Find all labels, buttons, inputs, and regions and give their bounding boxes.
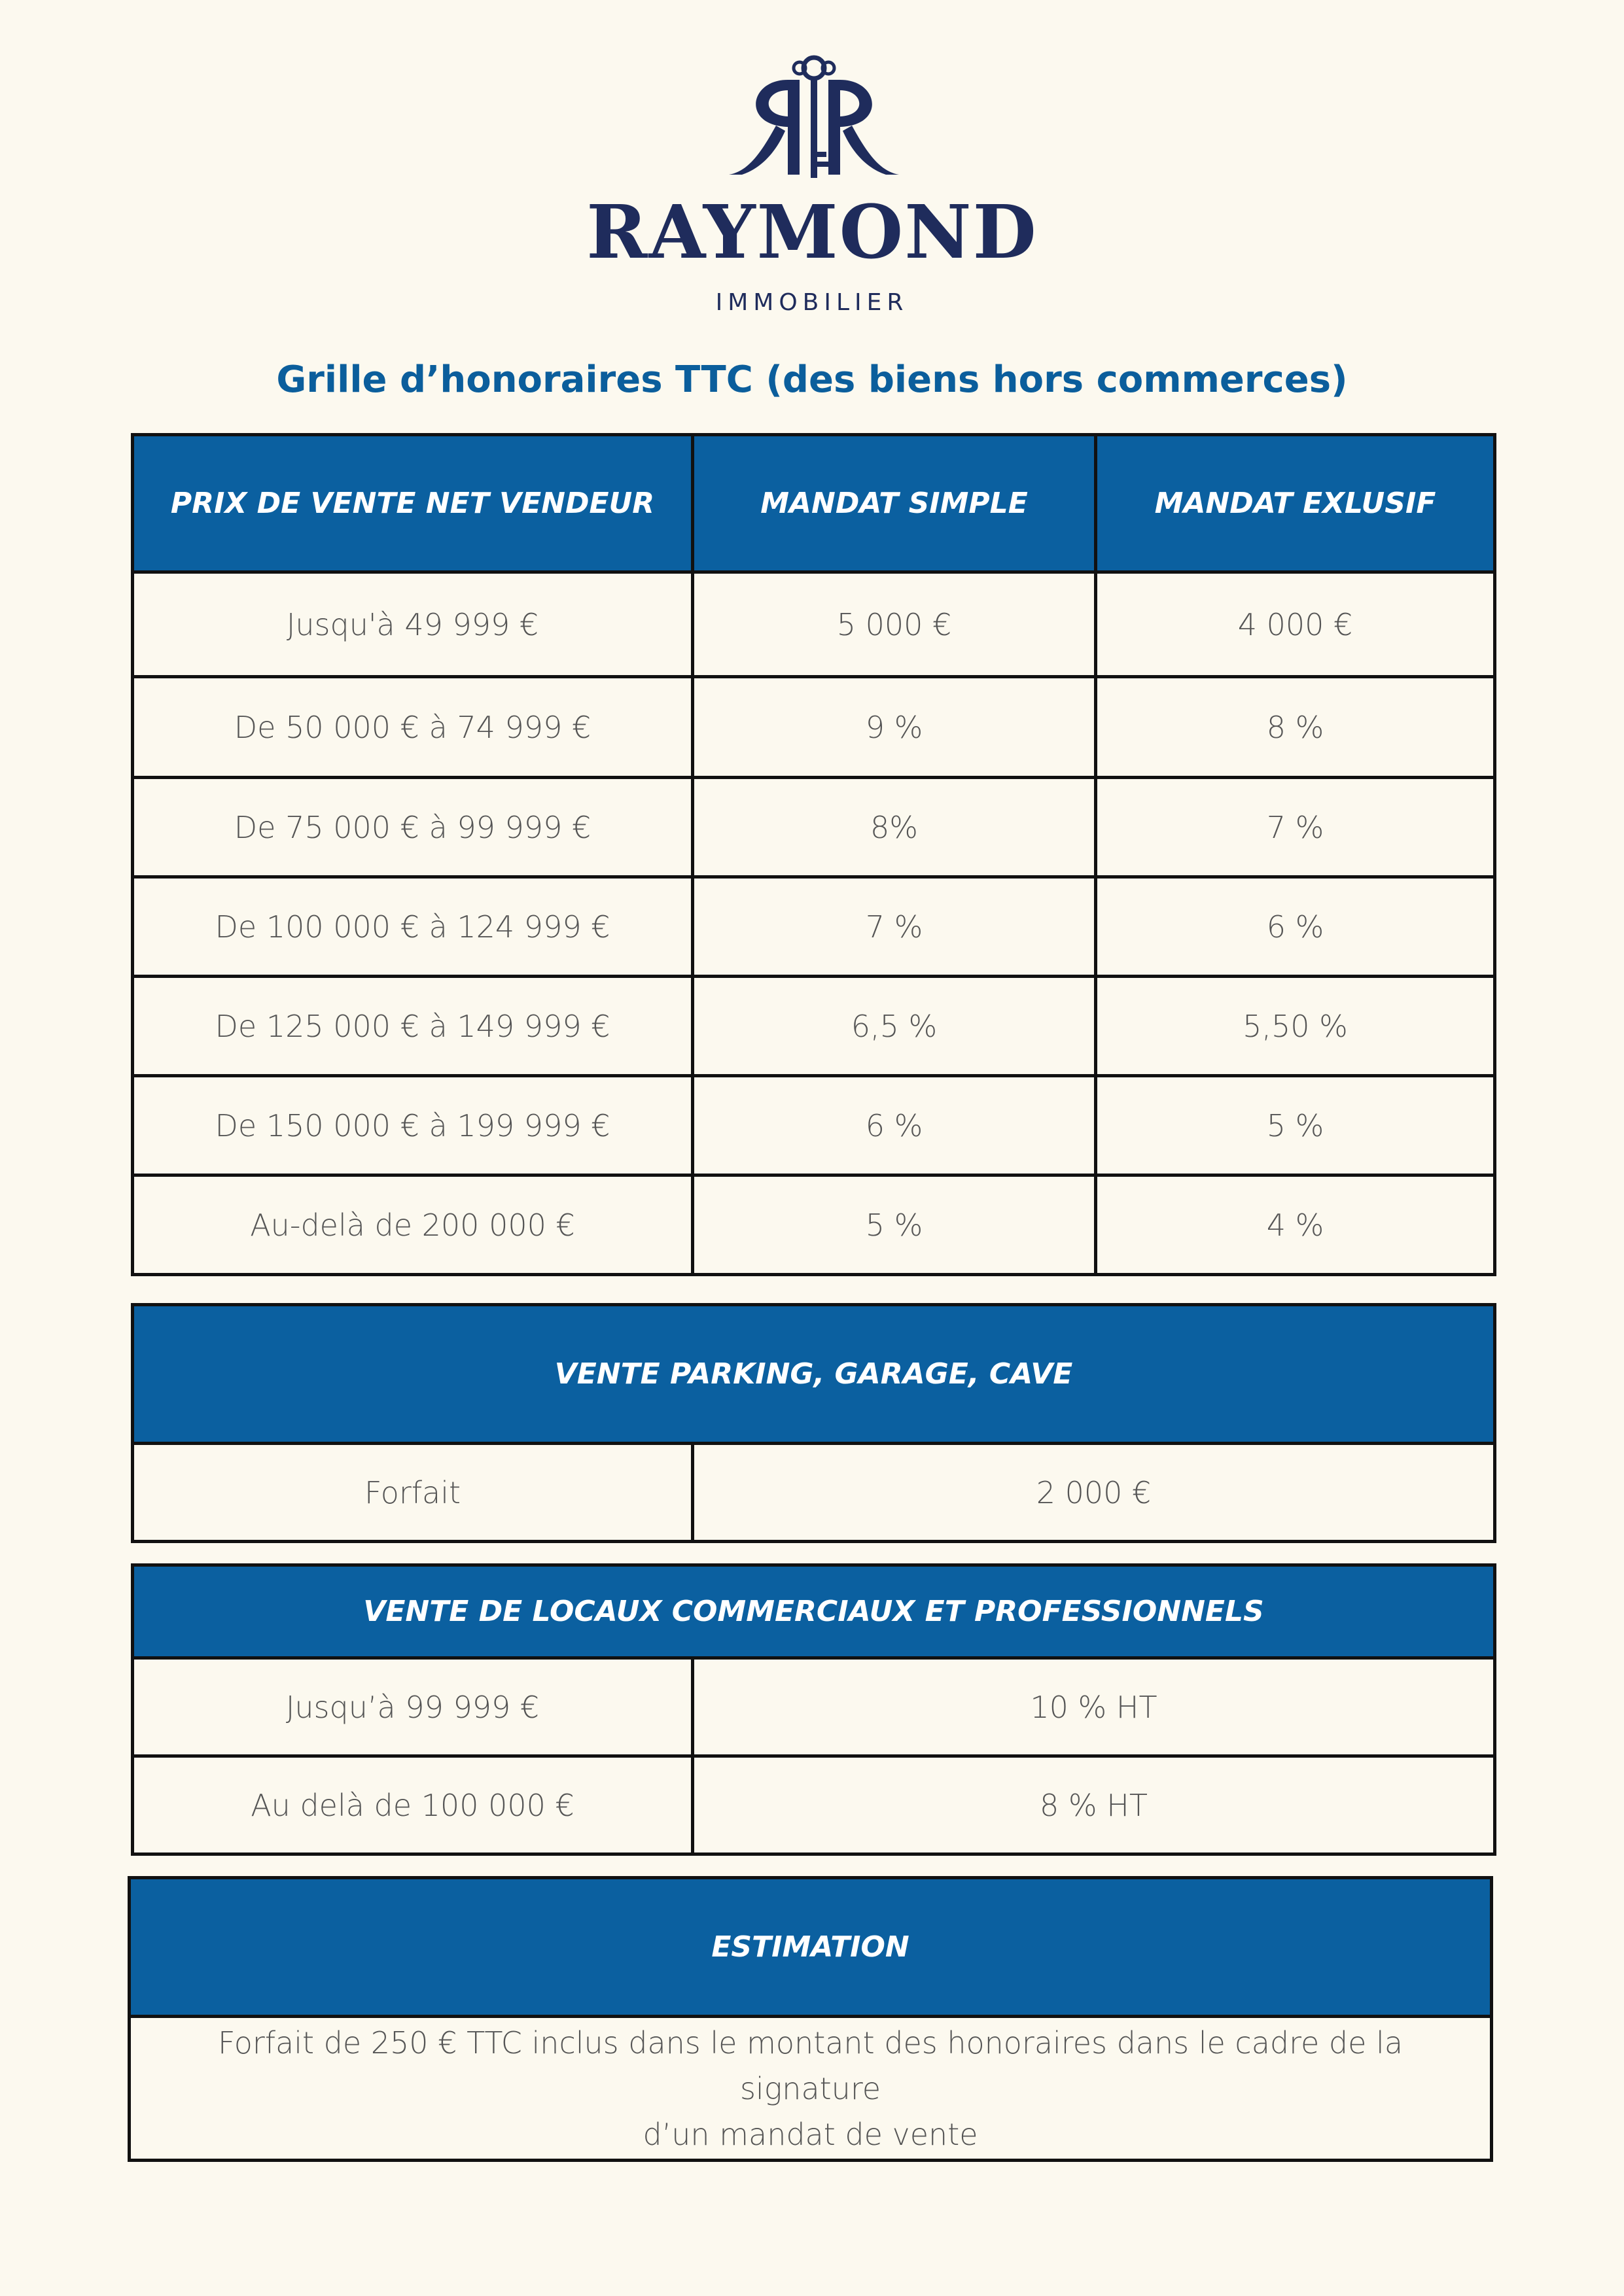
commercial-range: Jusqu’à 99 999 € bbox=[133, 1658, 693, 1756]
parking-fee: 2 000 € bbox=[693, 1444, 1495, 1542]
price-range: De 125 000 € à 149 999 € bbox=[133, 977, 693, 1076]
commercial-table bbox=[131, 1563, 1496, 1856]
brand-subtitle: IMMOBILIER bbox=[715, 289, 909, 316]
simple-fee: 5 % bbox=[693, 1175, 1096, 1275]
exclusive-fee: 5,50 % bbox=[1096, 977, 1495, 1076]
exclusive-fee: 5 % bbox=[1096, 1076, 1495, 1175]
estimation-header: ESTIMATION bbox=[130, 1878, 1492, 2017]
page-title: Grille d’honoraires TTC (des biens hors commerces) bbox=[276, 358, 1348, 401]
table-header-row bbox=[133, 435, 1495, 572]
exclusive-fee: 4 % bbox=[1096, 1175, 1495, 1275]
brand-name: RAYMOND bbox=[586, 190, 1038, 275]
table-row bbox=[133, 1756, 1495, 1854]
price-range: De 50 000 € à 74 999 € bbox=[133, 677, 693, 778]
price-range: De 75 000 € à 99 999 € bbox=[133, 778, 693, 877]
commercial-fee: 8 % HT bbox=[693, 1756, 1495, 1854]
simple-fee: 6 % bbox=[693, 1076, 1096, 1175]
table-row bbox=[133, 1444, 1495, 1542]
price-range: Jusqu'à 49 999 € bbox=[133, 572, 693, 677]
table-row bbox=[133, 572, 1495, 677]
commercial-fee: 10 % HT bbox=[693, 1658, 1495, 1756]
parking-label: Forfait bbox=[133, 1444, 693, 1542]
price-range: De 150 000 € à 199 999 € bbox=[133, 1076, 693, 1175]
table-row bbox=[133, 1076, 1495, 1175]
table-row bbox=[133, 778, 1495, 877]
exclusive-fee: 7 % bbox=[1096, 778, 1495, 877]
simple-fee: 5 000 € bbox=[693, 572, 1096, 677]
commercial-range: Au delà de 100 000 € bbox=[133, 1756, 693, 1854]
exclusive-fee: 4 000 € bbox=[1096, 572, 1495, 677]
header-price: PRIX DE VENTE NET VENDEUR bbox=[133, 435, 693, 572]
logo-key-icon bbox=[722, 54, 906, 184]
fee-table bbox=[131, 433, 1496, 1276]
simple-fee: 6,5 % bbox=[693, 977, 1096, 1076]
exclusive-fee: 8 % bbox=[1096, 677, 1495, 778]
header-exclusive-mandate: MANDAT EXLUSIF bbox=[1096, 435, 1495, 572]
simple-fee: 9 % bbox=[693, 677, 1096, 778]
parking-header: VENTE PARKING, GARAGE, CAVE bbox=[133, 1305, 1495, 1444]
table-row bbox=[133, 677, 1495, 778]
parking-table bbox=[131, 1303, 1496, 1543]
table-row bbox=[133, 1658, 1495, 1756]
header-simple-mandate: MANDAT SIMPLE bbox=[693, 435, 1096, 572]
simple-fee: 7 % bbox=[693, 877, 1096, 977]
commercial-header: VENTE DE LOCAUX COMMERCIAUX ET PROFESSIONNELS bbox=[133, 1565, 1495, 1658]
estimation-table bbox=[128, 1876, 1493, 2162]
price-range: Au-delà de 200 000 € bbox=[133, 1175, 693, 1275]
exclusive-fee: 6 % bbox=[1096, 877, 1495, 977]
estimation-text bbox=[130, 2017, 1492, 2161]
price-range: De 100 000 € à 124 999 € bbox=[133, 877, 693, 977]
simple-fee: 8% bbox=[693, 778, 1096, 877]
table-row bbox=[133, 1175, 1495, 1275]
estimation-line-2: d’un mandat de vente bbox=[643, 2116, 978, 2152]
table-row bbox=[133, 977, 1495, 1076]
table-row bbox=[133, 877, 1495, 977]
estimation-line-1: Forfait de 250 € TTC inclus dans le montant des honoraires dans le cadre de la signature bbox=[217, 2025, 1403, 2106]
